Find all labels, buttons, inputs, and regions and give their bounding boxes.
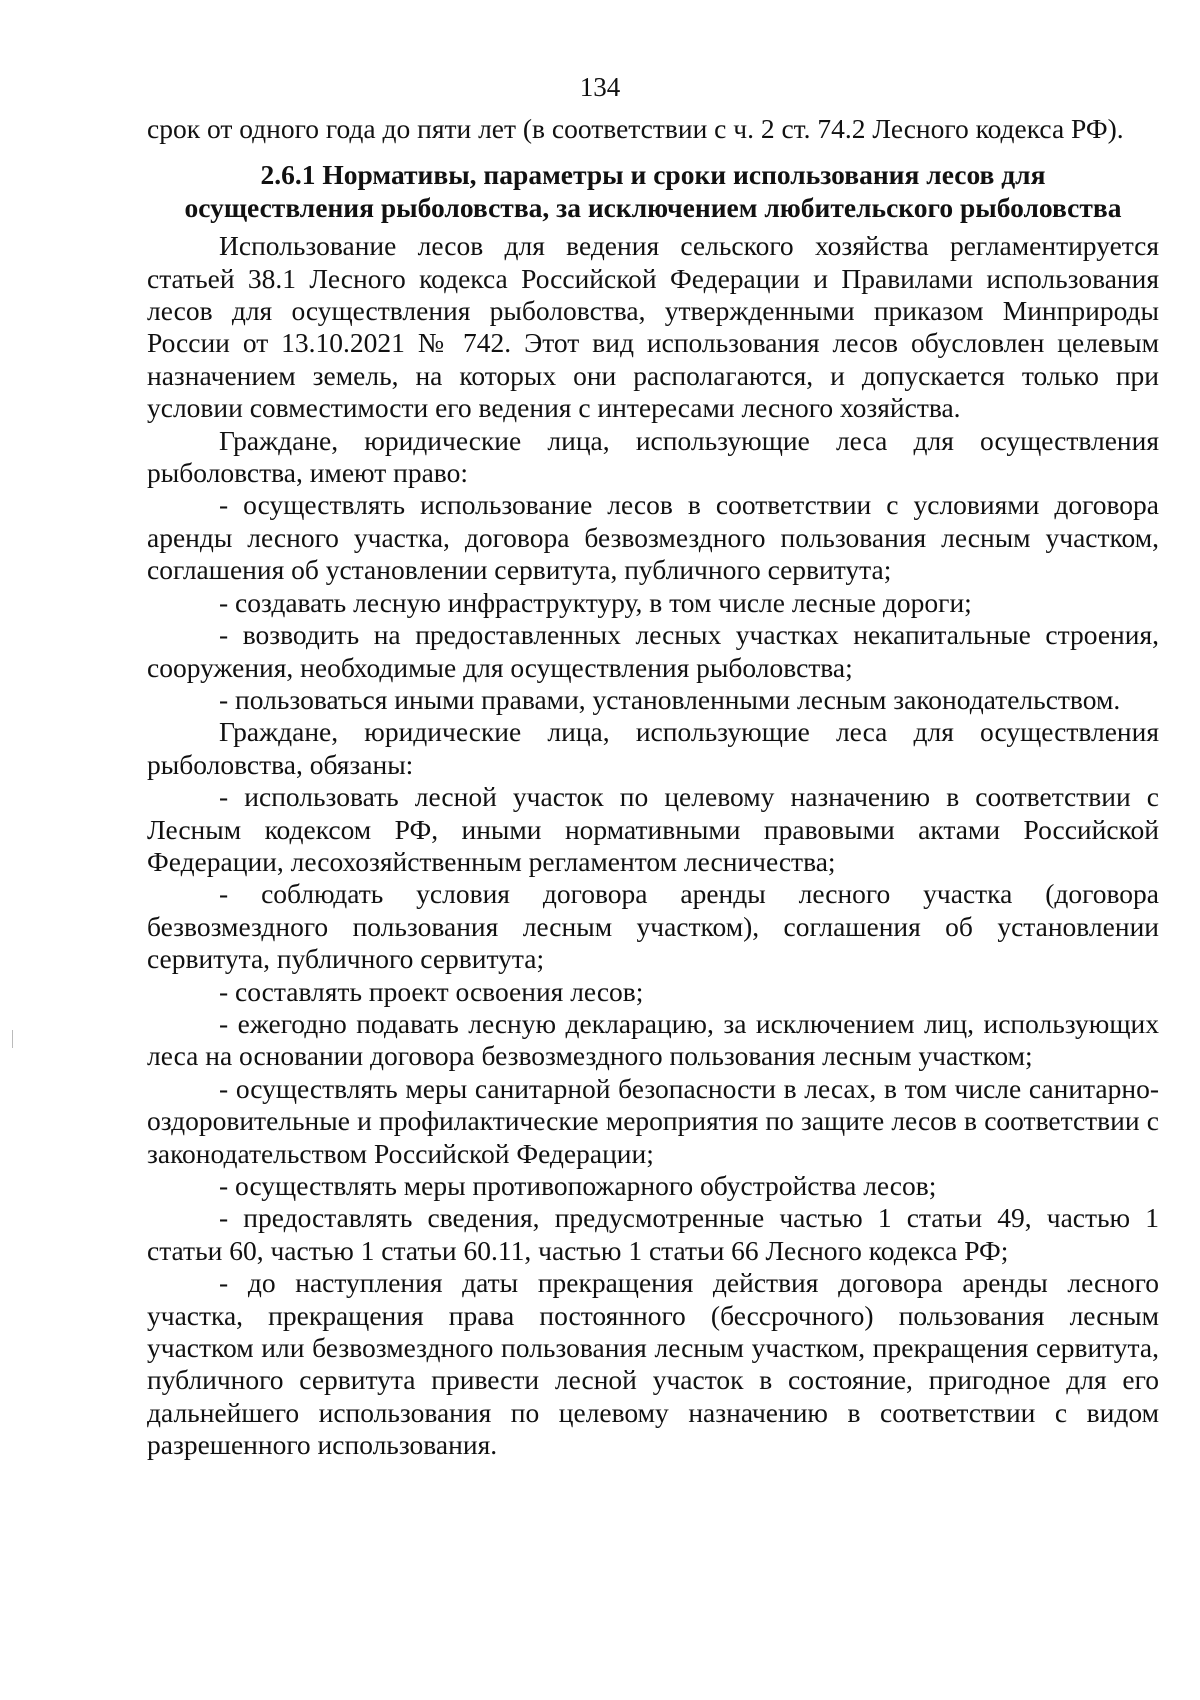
intro-continuation: срок от одного года до пяти лет (в соответствии с ч. 2 ст. 74.2 Лесного кодекса РФ). bbox=[147, 113, 1124, 144]
rights-item: - осуществлять использование лесов в соответствии с условиями договора аренды лесного участка, договора безвозмездного пользования лесным участком, соглашения об установлении сервитута, публичного сервитута; bbox=[147, 489, 1159, 586]
duties-item: - составлять проект освоения лесов; bbox=[219, 975, 644, 1007]
duties-item: - ежегодно подавать лесную декларацию, за исключением лиц, использующих леса на основании договора безвозмездного пользования лесным участком; bbox=[147, 1007, 1159, 1072]
page-number: 134 bbox=[579, 72, 621, 102]
duties-lead: Граждане, юридические лица, использующие леса для осуществления рыболовства, обязаны: bbox=[147, 716, 1159, 780]
scan-artifact-line bbox=[12, 1030, 13, 1048]
intro-paragraph: Использование лесов для ведения сельского хозяйства регламентируется статьей 38.1 Лесного кодекса Российской Федерации и Правилами использования лесов для осуществления рыболовства, утвержденными приказом Минприроды России от 13.10.2021 № 742. Этот вид использования лесов обусловлен целевым назначением земель, на которых они располагаются, и допускается только при условии совместимости его ведения с интересами лесного хозяйства. bbox=[147, 230, 1159, 424]
document-body bbox=[147, 113, 1159, 1462]
rights-lead: Граждане, юридические лица, использующие леса для осуществления рыболовства, имеют право: bbox=[147, 424, 1159, 489]
duties-item: - осуществлять меры санитарной безопасности в лесах, в том числе санитарно-оздоровительные и профилактические мероприятия по защите лесов в соответствии с законодательством Российской Федерации; bbox=[147, 1072, 1159, 1169]
rights-item: - создавать лесную инфраструктуру, в том числе лесные дороги; bbox=[219, 586, 972, 618]
section-heading-line-1: 2.6.1 Нормативы, параметры и сроки использования лесов для bbox=[260, 159, 1046, 191]
duties-item: - соблюдать условия договора аренды лесного участка (договора безвозмездного пользования лесным участком), соглашения об установлении сервитута, публичного сервитута; bbox=[147, 878, 1159, 975]
rights-item: - возводить на предоставленных лесных участках некапитальные строения, сооружения, необходимые для осуществления рыболовства; bbox=[147, 619, 1159, 683]
section-heading-line-2: осуществления рыболовства, за исключением любительского рыболовства bbox=[184, 191, 1122, 223]
duties-item: - осуществлять меры противопожарного обустройства лесов; bbox=[219, 1170, 937, 1201]
duties-item: - до наступления даты прекращения действия договора аренды лесного участка, прекращения права постоянного (бессрочного) пользования лесным участком или безвозмездного пользования лесным участком, прекращения сервитута, публичного сервитута привести лесной участок в состояние, пригодное для его дальнейшего использования по целевому назначению в соответствии с видом разрешенного использования. bbox=[147, 1267, 1159, 1461]
duties-item: - использовать лесной участок по целевому назначению в соответствии с Лесным кодексом РФ, иными нормативными правовыми актами Российской Федерации, лесохозяйственным регламентом лесничества; bbox=[147, 781, 1159, 877]
rights-item: - пользоваться иными правами, установленными лесным законодательством. bbox=[219, 683, 1121, 715]
section-heading bbox=[147, 159, 1159, 224]
duties-item: - предоставлять сведения, предусмотренные частью 1 статьи 49, частью 1 статьи 60, частью 1 статьи 60.11, частью 1 статьи 66 Лесного кодекса РФ; bbox=[147, 1202, 1159, 1266]
